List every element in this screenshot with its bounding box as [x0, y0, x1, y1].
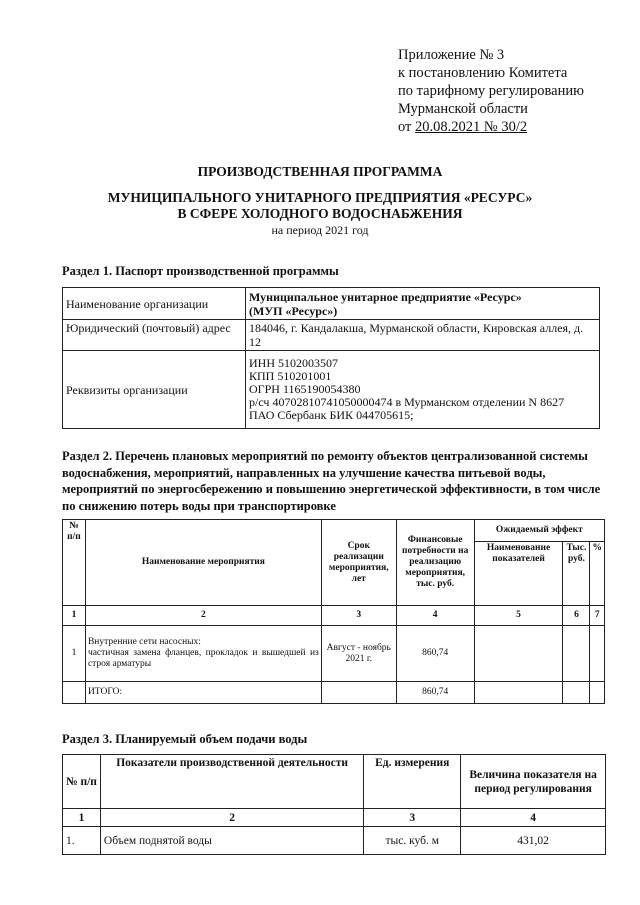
- col-number: 1: [63, 606, 86, 626]
- table-row: [63, 520, 605, 542]
- table-row: [63, 626, 605, 682]
- appendix-number-sign: №: [480, 119, 502, 135]
- col-num-header: № п/п: [63, 755, 101, 809]
- measure-term: Август - ноябрь 2021 г.: [321, 626, 396, 682]
- volume-indicator: Объем поднятой воды: [100, 827, 363, 855]
- col-percent-header: %: [590, 542, 605, 606]
- col-number: 2: [85, 606, 321, 626]
- appendix-line-5: [398, 118, 634, 136]
- col-number: 6: [563, 606, 590, 626]
- measure-thousand-rub: [563, 626, 590, 682]
- requisites-bank: ПАО Сбербанк БИК 044705615;: [249, 408, 414, 422]
- total-indicator: [474, 682, 563, 704]
- table-row: [63, 755, 606, 809]
- col-number: 5: [474, 606, 563, 626]
- col-number: 7: [590, 606, 605, 626]
- col-unit-header: Ед. измерения: [364, 755, 461, 809]
- org-name-short: (МУП «Ресурс»): [249, 303, 338, 318]
- total-label: ИТОГО:: [85, 682, 321, 704]
- table-row: [63, 682, 605, 704]
- table-row: [63, 320, 600, 351]
- document-subtitle-1: МУНИЦИПАЛЬНОГО УНИТАРНОГО ПРЕДПРИЯТИЯ «РЕСУРС»: [107, 190, 533, 205]
- measure-finance: 860,74: [396, 626, 474, 682]
- requisites-account: р/сч 40702810741050000474 в Мурманском отделении N 8627: [249, 395, 565, 409]
- address-label: Юридический (почтовый) адрес: [63, 320, 246, 351]
- measure-name: [85, 626, 321, 682]
- measure-percent: [590, 626, 605, 682]
- table-row: [63, 809, 606, 827]
- document-subtitle-2: В СФЕРЕ ХОЛОДНОГО ВОДОСНАБЖЕНИЯ: [177, 206, 463, 221]
- col-number: 1: [63, 809, 101, 827]
- col-indicator-header: Показатели производственной деятельности: [100, 755, 363, 809]
- org-name-label: Наименование организации: [63, 288, 246, 320]
- table-row: [63, 288, 600, 320]
- appendix-block: [398, 46, 634, 136]
- passport-table: [62, 287, 600, 429]
- appendix-line-3: по тарифному регулированию: [398, 83, 584, 99]
- table-row: [63, 351, 600, 429]
- col-term-header: Срок реализации мероприятия, лет: [321, 520, 396, 606]
- requisites-value: [246, 351, 600, 429]
- requisites-inn: ИНН 5102003507: [249, 356, 338, 370]
- col-indicator-header: Наименование показателей: [474, 542, 563, 606]
- total-term: [321, 682, 396, 704]
- measure-num: 1: [63, 626, 86, 682]
- measure-description: частичная замена фланцев, прокладок и вышедшей из строя арматуры: [87, 648, 319, 669]
- col-number: 4: [461, 809, 606, 827]
- appendix-from: от: [398, 119, 416, 135]
- section-1-heading: Раздел 1. Паспорт производственной программы: [62, 264, 339, 278]
- col-effect-header: Ожидаемый эффект: [474, 520, 604, 542]
- col-name-header: Наименование мероприятия: [85, 520, 321, 606]
- col-number: 3: [321, 606, 396, 626]
- total-num: [63, 682, 86, 704]
- appendix-number: 30/2: [501, 119, 528, 135]
- col-value-header: Величина показателя на период регулирования: [461, 755, 606, 809]
- col-num-header: № п/п: [63, 520, 86, 606]
- volume-unit: тыс. куб. м: [364, 827, 461, 855]
- document-period: на период 2021 год: [271, 223, 369, 237]
- volume-num: 1.: [63, 827, 101, 855]
- col-thousand-rub-header: Тыс. руб.: [563, 542, 590, 606]
- address-value: 184046, г. Кандалакша, Мурманской области, Кировская аллея, д. 12: [246, 320, 600, 351]
- section-3-heading: Раздел 3. Планируемый объем подачи воды: [62, 732, 308, 746]
- requisites-kpp: КПП 510201001: [249, 369, 332, 383]
- appendix-line-2: к постановлению Комитета: [398, 65, 568, 81]
- table-row: [63, 827, 606, 855]
- total-percent: [590, 682, 605, 704]
- table-row: [63, 606, 605, 626]
- water-volume-table: [62, 754, 606, 855]
- col-number: 3: [364, 809, 461, 827]
- measures-table: [62, 519, 605, 704]
- document-title: ПРОИЗВОДСТВЕННАЯ ПРОГРАММА: [197, 164, 443, 179]
- volume-value: 431,02: [461, 827, 606, 855]
- org-name-value: [246, 288, 600, 320]
- col-number: 4: [396, 606, 474, 626]
- section-2-heading: Раздел 2. Перечень плановых мероприятий по ремонту объектов централизованной системы водоснабжения, мероприятий, направленных на улучшение качества питьевой воды, мероприятий по энергосбережению и повышению энергетической эффективности, в том числе по снижению потерь воды при транспортировке: [62, 449, 601, 513]
- appendix-line-4: Мурманской области: [398, 101, 528, 117]
- org-name-full: Муниципальное унитарное предприятие «Ресурс»: [249, 289, 522, 304]
- total-thousand-rub: [563, 682, 590, 704]
- measure-title: Внутренние сети насосных:: [87, 637, 201, 647]
- appendix-line-1: Приложение № 3: [398, 47, 505, 63]
- appendix-date: 20.08.2021: [415, 119, 481, 135]
- measure-indicator: [474, 626, 563, 682]
- col-finance-header: Финансовые потребности на реализацию мероприятия, тыс. руб.: [396, 520, 474, 606]
- requisites-label: Реквизиты организации: [63, 351, 246, 429]
- total-finance: 860,74: [396, 682, 474, 704]
- requisites-ogrn: ОГРН 1165190054380: [249, 382, 361, 396]
- col-number: 2: [100, 809, 363, 827]
